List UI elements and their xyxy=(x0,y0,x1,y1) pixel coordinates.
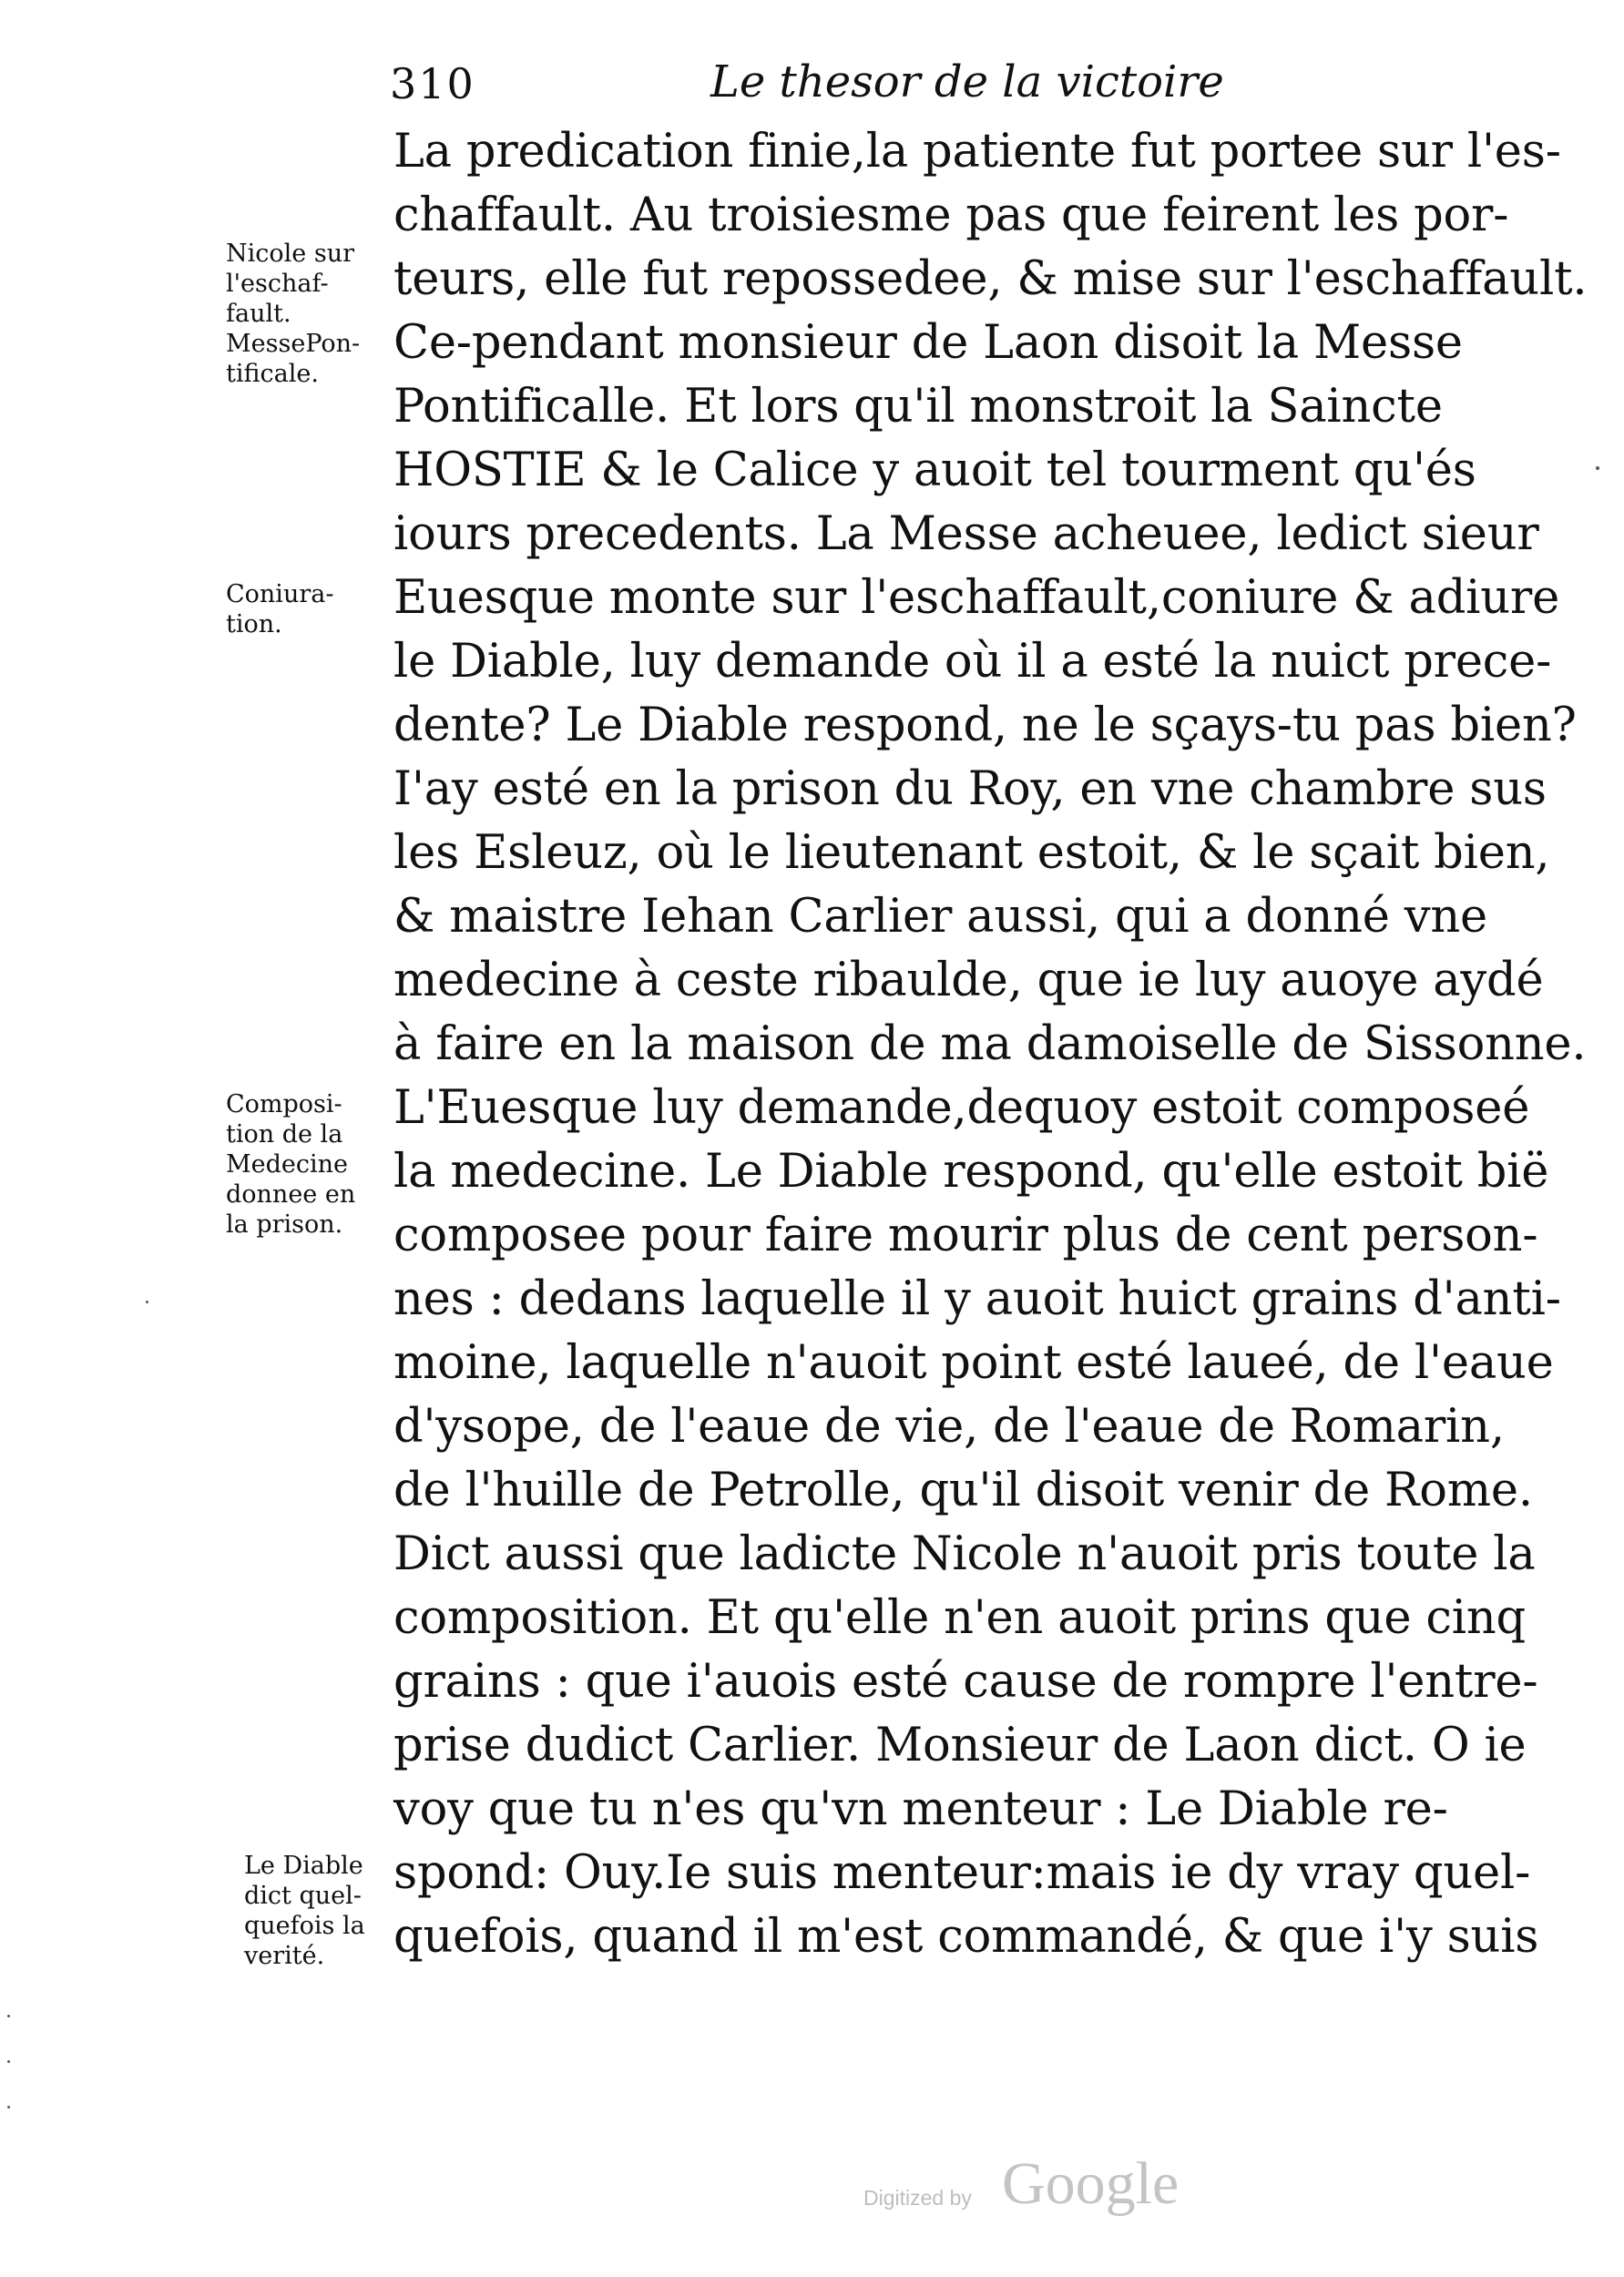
margin-note-line: Coniura- xyxy=(226,580,334,608)
text-line: Pontificalle. Et lors qu'il monstroit la Saincte xyxy=(393,380,1443,434)
text-line: spond: Ouy.Ie suis menteur:mais ie dy vray quel- xyxy=(393,1846,1531,1900)
text-line: moine, laquelle n'auoit point esté laueé, de l'eaue xyxy=(393,1336,1554,1390)
text-line: La predication finie,la patiente fut portee sur l'es- xyxy=(393,125,1561,179)
running-head: Le thesor de la victoire xyxy=(710,56,1224,107)
text-line: iours precedents. La Messe acheuee, ledict sieur xyxy=(393,507,1539,561)
footer xyxy=(0,2139,1624,2217)
margin-note-line: Nicole sur xyxy=(226,240,354,268)
text-line: quefois, quand il m'est commandé, & que i'y suis xyxy=(393,1910,1539,1964)
text-line: de l'huille de Petrolle, qu'il disoit venir de Rome. xyxy=(393,1464,1533,1517)
text-line: Ce-pendant monsieur de Laon disoit la Messe xyxy=(393,316,1463,370)
text-line: teurs, elle fut repossedee, & mise sur l'eschaffault. xyxy=(393,252,1588,306)
page-number: 310 xyxy=(390,59,475,108)
margin-note-line: dict quel- xyxy=(244,1882,362,1910)
text-line: la medecine. Le Diable respond, qu'elle estoit bië xyxy=(393,1145,1549,1199)
text-line: nes : dedans laquelle il y auoit huict grains d'anti- xyxy=(393,1272,1561,1326)
body-text xyxy=(393,120,1588,1969)
text-line: d'ysope, de l'eaue de vie, de l'eaue de Romarin, xyxy=(393,1400,1505,1454)
text-line: prise dudict Carlier. Monsieur de Laon dict. O ie xyxy=(393,1719,1527,1772)
margin-note-line: fault. xyxy=(226,300,291,328)
text-line: Dict aussi que ladicte Nicole n'auoit pris toute la xyxy=(393,1527,1536,1581)
ink-speck xyxy=(7,2015,10,2017)
google-logo: Google xyxy=(1002,2150,1180,2217)
digitized-by-label: Digitized by xyxy=(863,2186,972,2210)
text-line: voy que tu n'es qu'vn menteur : Le Diable re- xyxy=(393,1782,1448,1836)
text-line: medecine à ceste ribaulde, que ie luy auoye aydé xyxy=(393,954,1544,1007)
margin-note-line: MessePon- xyxy=(226,330,361,358)
margin-note-line: tion de la xyxy=(226,1120,343,1149)
margin-note-line: la prison. xyxy=(226,1210,343,1239)
margin-note-medicine xyxy=(226,1089,388,1240)
margin-note-line: tificale. xyxy=(226,360,319,388)
ink-speck xyxy=(7,2106,10,2109)
margin-note-line: Le Diable xyxy=(244,1852,363,1880)
text-line: Euesque monte sur l'eschaffault,coniure & adiure xyxy=(393,571,1560,625)
ink-speck xyxy=(7,2060,10,2063)
text-line: composition. Et qu'elle n'en auoit prins que cinq xyxy=(393,1591,1526,1645)
margin-note-scaffold xyxy=(226,239,388,389)
margin-note-line: tion. xyxy=(226,610,282,638)
text-line: L'Euesque luy demande,dequoy estoit composeé xyxy=(393,1081,1530,1135)
text-line: grains : que i'auois esté cause de rompre l'entre- xyxy=(393,1655,1538,1709)
margin-note-line: quefois la xyxy=(244,1912,365,1940)
text-line: & maistre Iehan Carlier aussi, qui a donné vne xyxy=(393,890,1488,944)
text-line: composee pour faire mourir plus de cent person- xyxy=(393,1209,1538,1262)
text-line: à faire en la maison de ma damoiselle de Sissonne. xyxy=(393,1017,1587,1071)
margin-note-line: l'eschaf- xyxy=(226,270,329,298)
margin-note-conjuration xyxy=(226,579,388,639)
margin-note-line: donnee en xyxy=(226,1180,356,1209)
text-line: HOSTIE & le Calice y auoit tel tourment qu'és xyxy=(393,444,1476,497)
text-line: les Esleuz, où le lieutenant estoit, & le sçait bien, xyxy=(393,826,1550,880)
margin-note-devil-truth xyxy=(244,1851,406,1971)
text-line: chaffault. Au troisiesme pas que feirent les por- xyxy=(393,189,1509,242)
text-line: le Diable, luy demande où il a esté la nuict prece- xyxy=(393,635,1552,689)
ink-speck xyxy=(146,1301,148,1303)
margin-note-line: verité. xyxy=(244,1942,325,1970)
text-line: I'ay esté en la prison du Roy, en vne chambre sus xyxy=(393,762,1547,816)
text-line: dente? Le Diable respond, ne le sçays-tu pas bien? xyxy=(393,699,1577,752)
ink-speck xyxy=(1596,466,1599,470)
margin-note-line: Medecine xyxy=(226,1150,349,1179)
margin-note-line: Composi- xyxy=(226,1090,342,1118)
